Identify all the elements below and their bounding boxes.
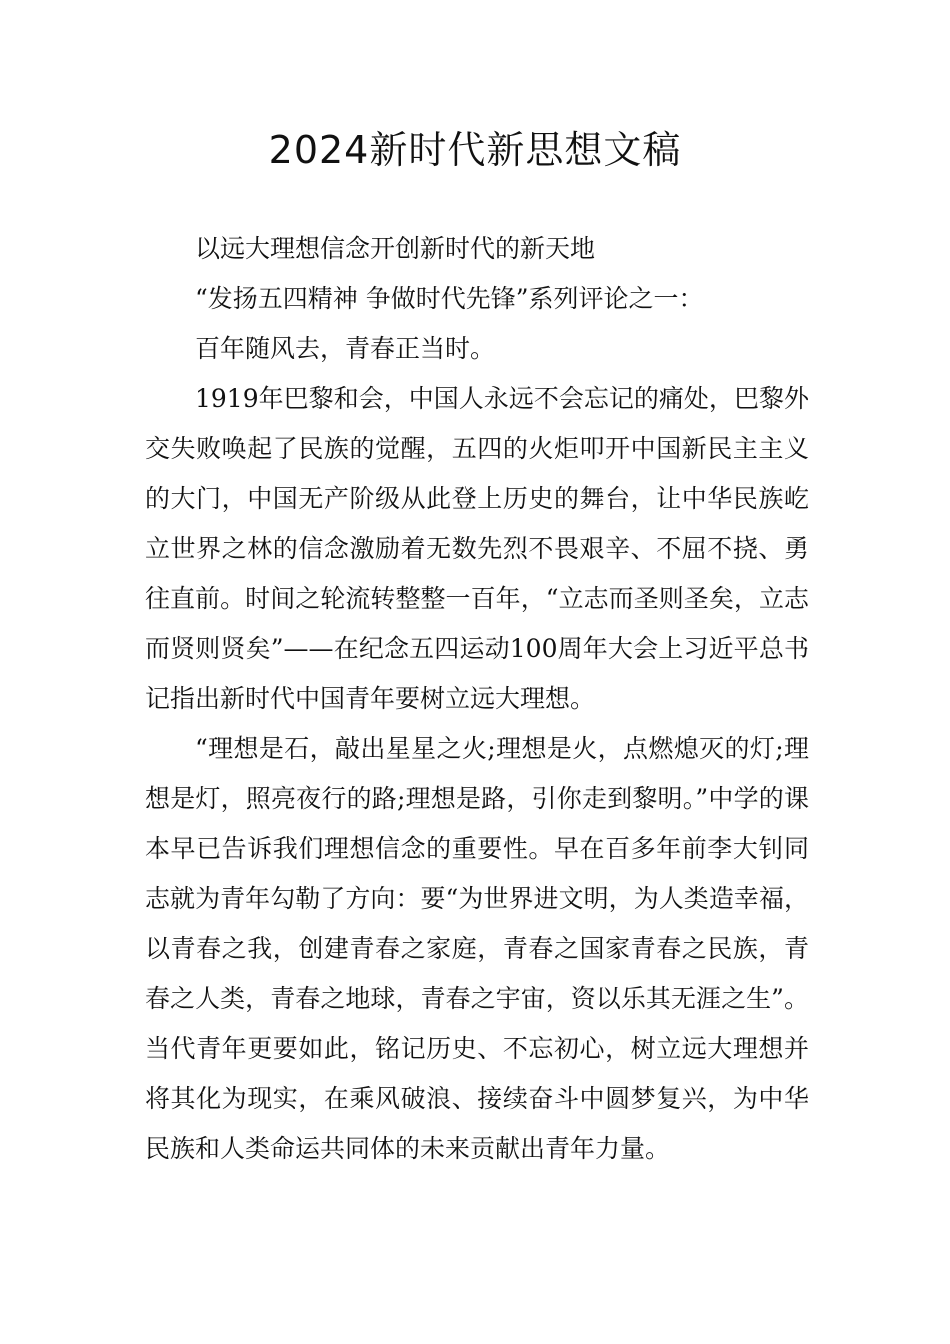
document-body bbox=[145, 224, 809, 1174]
document-title: 2024新时代新思想文稿 bbox=[268, 128, 682, 172]
paragraph-opening-line: 百年随风去，青春正当时。 bbox=[195, 334, 496, 363]
paragraph-ideals: “理想是石，敲出星星之火;理想是火，点燃熄灭的灯;理想是灯，照亮夜行的路;理想是路，引你走到黎明。”中学的课本早已告诉我们理想信念的重要性。早在百多年前李大钊同志就为青年勾勒了方向：要“为世界进文明，为人类造幸福，以青春之我，创建青春之家庭，青春之国家青春之民族，青春之人类，青春之地球，青春之宇宙，资以乐其无涯之生”。当代青年更要如此，铭记历史、不忘初心，树立远大理想并将其化为现实，在乘风破浪、接续奋斗中圆梦复兴，为中华民族和人类命运共同体的未来贡献出青年力量。 bbox=[145, 734, 809, 1163]
paragraph-heading: 以远大理想信念开创新时代的新天地 bbox=[195, 234, 596, 263]
paragraph-series-note: “发扬五四精神 争做时代先锋”系列评论之一： bbox=[195, 284, 704, 313]
paragraph-history: 1919年巴黎和会，中国人永远不会忘记的痛处，巴黎外交失败唤起了民族的觉醒，五四的火炬叩开中国新民主主义的大门，中国无产阶级从此登上历史的舞台，让中华民族屹立世界之林的信念激励着无数先烈不畏艰辛、不屈不挠、勇往直前。时间之轮流转整整一百年，“立志而圣则圣矣，立志而贤则贤矣”——在纪念五四运动100周年大会上习近平总书记指出新时代中国青年要树立远大理想。 bbox=[145, 384, 809, 713]
